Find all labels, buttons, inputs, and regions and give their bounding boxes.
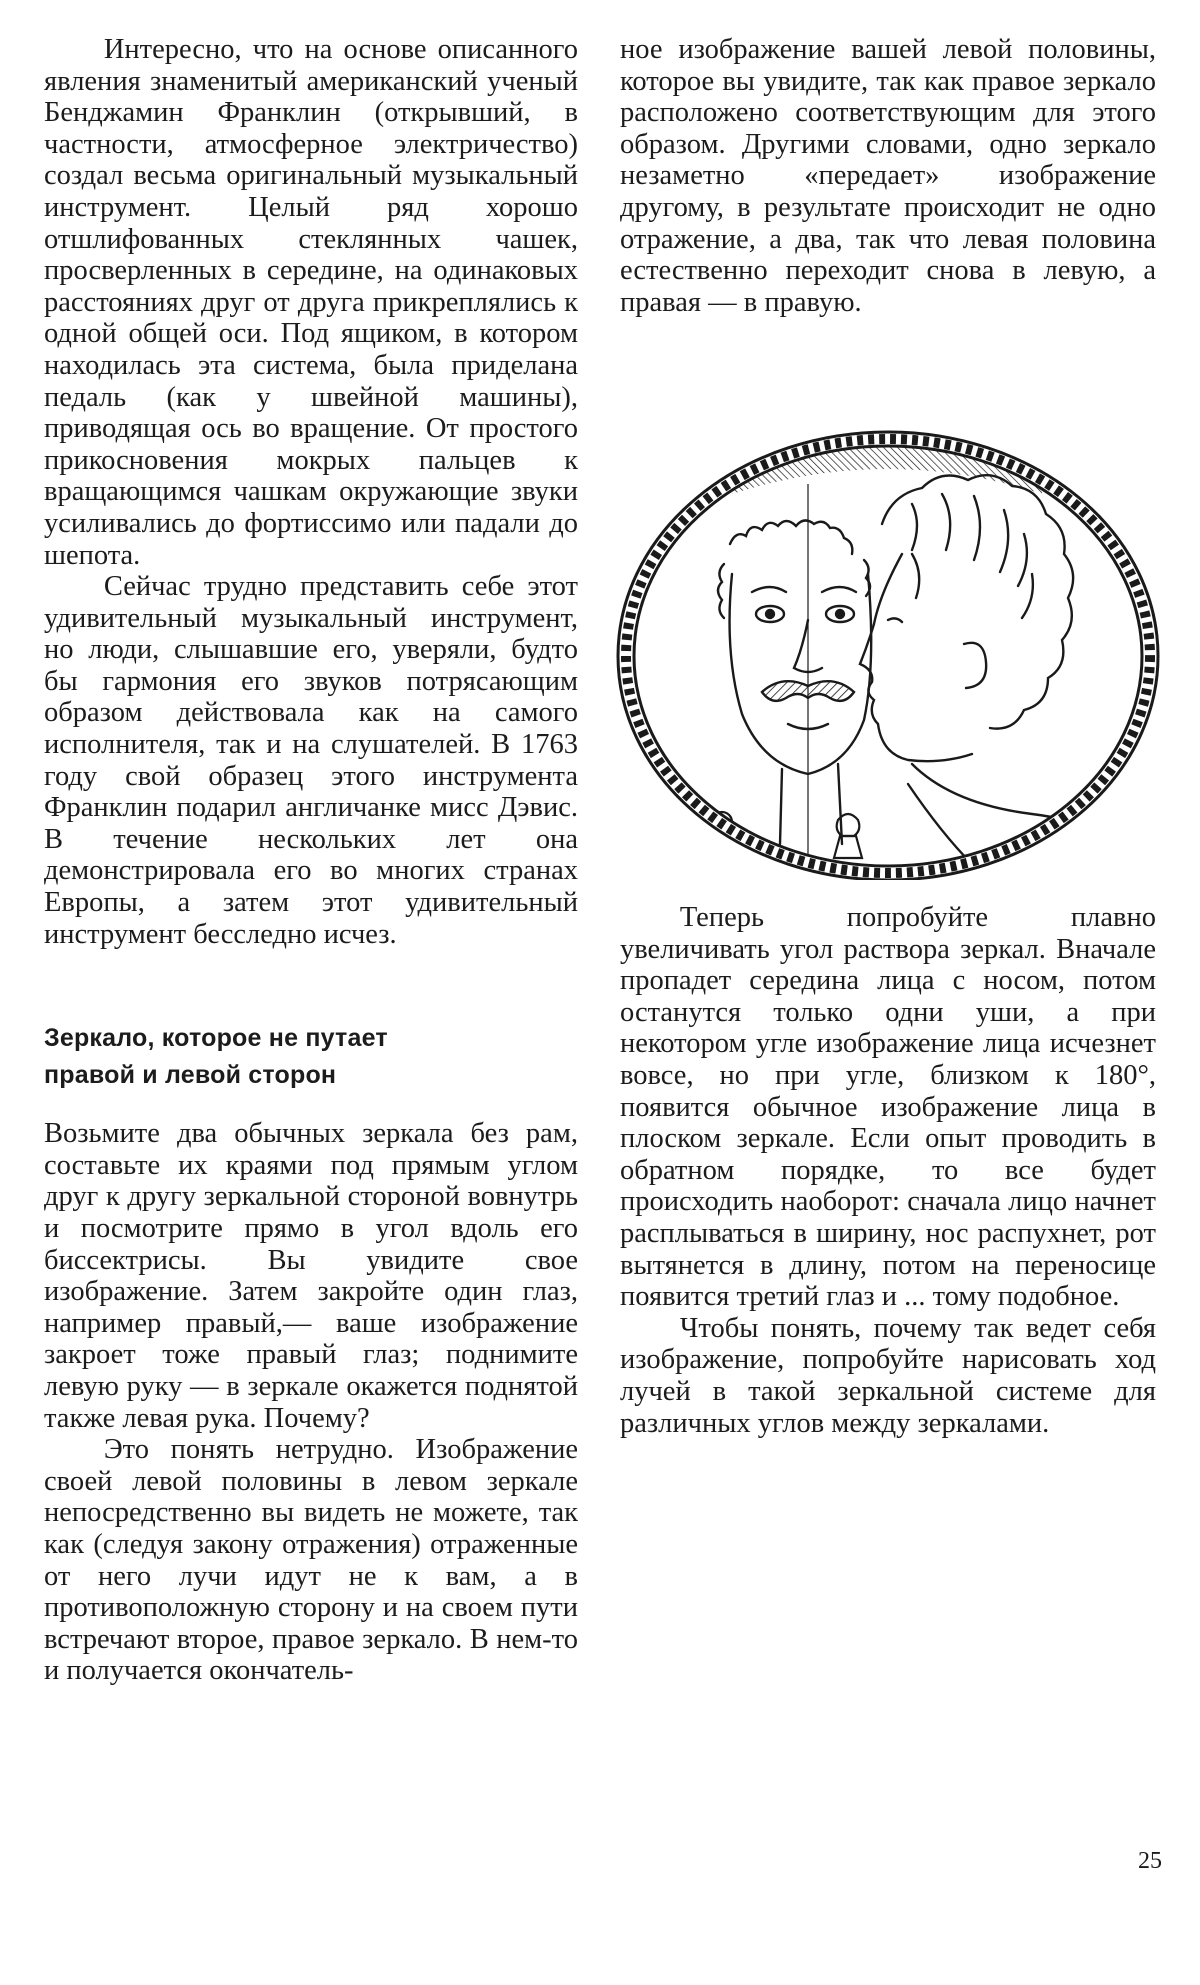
section-heading (44, 1020, 578, 1094)
paragraph-experiment: Возьмите два обычных зеркала без рам, составьте их краями под прямым углом друг к другу зеркальной стороной вовнутрь и посмотрите прямо в угол вдоль его биссектрисы. Вы увидите свое изображение. Затем закройте один глаз, например правый,— ваше изображение закроет тоже правый глаз; поднимите левую руку — в зеркале окажется поднятой также левая рука. Почему? (44, 1118, 578, 1434)
paragraph-draw-rays: Чтобы понять, почему так ведет себя изображение, попробуйте нарисовать ход лучей в такой зеркальной системе для различных углов между зеркалами. (620, 1312, 1156, 1439)
frame-braid (626, 439, 1150, 873)
paragraph-explanation: Это понять нетрудно. Изображение своей левой половины в левом зеркале непосредственно вы видеть не можете, так как (следуя закону отражения) отраженные от него лучи идут не к вам, а в противоположную сторону и на своем пути встречают второе, правое зеркало. В нем-то и получается окончатель- (44, 1434, 578, 1687)
paragraph-franklin-instrument: Интересно, что на основе описанного явления знаменитый американский ученый Бенджамин Франклин (открывший, в частности, атмосферное электричество) создал весьма оригинальный музыкальный инструмент. Целый ряд хорошо отшлифованных стеклянных чашек, просверленных в середине, на одинаковых расстояниях друг от друга прикреплялись к одной общей оси. Под ящиком, в котором находилась эта система, была приделана педаль (как у швейной машины), приводящая ось во вращение. От простого прикосновения мокрых пальцев к вращающимся чашкам окружающие звуки усиливались до фортиссимо или падали до шепота. (44, 34, 578, 571)
right-column-top (620, 34, 1156, 318)
page-number: 25 (1138, 1848, 1162, 1874)
section-heading-line-2: правой и левой сторон (44, 1061, 337, 1090)
section-heading-line-1: Зеркало, которое не путает (44, 1024, 388, 1053)
paragraph-increase-angle: Теперь попробуйте плавно увеличивать угол раствора зеркал. Вначале пропадет середина лица с носом, потом останутся только одни уши, а при некотором угле изображение лица исчезнет вовсе, но при угле, близком к 180°, появится обычное изображение лица в плоском зеркале. Если опыт проводить в обратном порядке, то все будет происходить наоборот: сначала лицо начнет расплываться в ширину, нос распухнет, рот вытянется в длину, потом на переносице появится третий глаз и ... тому подобное. (620, 902, 1156, 1313)
paragraph-instrument-fate: Сейчас трудно представить себе этот удивительный музыкальный инструмент, но люди, слышавшие его, уверяли, будто бы гармония его звуков потрясающим образом действовала как на самого исполнителя, так и на слушателей. В 1763 году свой образец этого инструмента Франклин подарил англичанке мисс Дэвис. В течение нескольких лет она демонстрировала его во многих странах Европы, а затем этот удивительный инструмент бесследно исчез. (44, 571, 578, 950)
profile-face (860, 475, 1132, 864)
paragraph-explanation-continued: ное изображение вашей левой половины, которое вы увидите, так как правое зеркало расположено соответствующим для этого образом. Другими словами, одно зеркало незаметно «передает» изображение другому, в результате происходит не одно отражение, а два, так что левая половина естественно переходит снова в левую, а правая — в правую. (620, 34, 1156, 318)
right-column-bottom (620, 902, 1156, 1439)
left-column (44, 34, 578, 1687)
mirror-faces-illustration-icon (612, 424, 1164, 880)
frontal-face (718, 520, 871, 844)
